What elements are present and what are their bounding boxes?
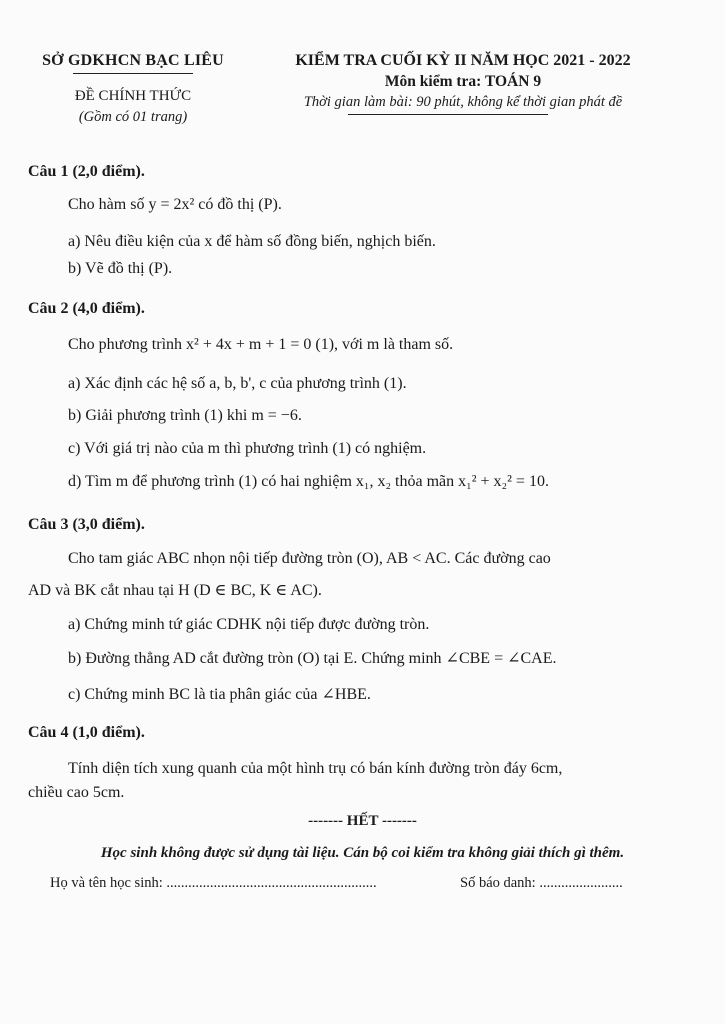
question-3-prompt-line-2: AD và BK cắt nhau tại H (D ∈ BC, K ∈ AC). xyxy=(28,582,322,599)
pages-note: (Gồm có 01 trang) xyxy=(78,109,188,125)
exam-duration: Thời gian làm bài: 90 phút, không kể thời gian phát đề xyxy=(303,94,623,110)
question-3-part-b: b) Đường thẳng AD cắt đường tròn (O) tại E. Chứng minh ∠CBE = ∠CAE. xyxy=(68,650,557,667)
question-2-part-a: a) Xác định các hệ số a, b, b', c của phương trình (1). xyxy=(68,375,407,392)
question-3-title: Câu 3 (3,0 điểm). xyxy=(28,516,145,533)
question-4-prompt-line-1: Tính diện tích xung quanh của một hình trụ có bán kính đường tròn đáy 6cm, xyxy=(68,760,563,777)
question-2-title: Câu 2 (4,0 điểm). xyxy=(28,300,145,317)
header-left xyxy=(28,52,238,126)
candidate-number-field: Số báo danh: ....................... xyxy=(460,875,623,891)
question-3-prompt-line-1: Cho tam giác ABC nhọn nội tiếp đường tròn (O), AB < AC. Các đường cao xyxy=(68,550,551,567)
official-label: ĐỀ CHÍNH THỨC xyxy=(74,88,192,104)
duration-underline xyxy=(348,114,548,115)
department-underline xyxy=(73,73,193,74)
exam-title: KIỂM TRA CUỐI KỲ II NĂM HỌC 2021 - 2022 xyxy=(295,52,631,69)
question-4-title: Câu 4 (1,0 điểm). xyxy=(28,724,145,741)
question-3-part-c: c) Chứng minh BC là tia phân giác của ∠HBE. xyxy=(68,686,371,703)
question-2-part-b: b) Giải phương trình (1) khi m = −6. xyxy=(68,407,302,424)
exam-header xyxy=(0,0,725,140)
header-right xyxy=(248,52,678,115)
question-1-prompt: Cho hàm số y = 2x² có đồ thị (P). xyxy=(68,196,282,213)
question-3-part-a: a) Chứng minh tứ giác CDHK nội tiếp được đường tròn. xyxy=(68,616,430,633)
question-4-prompt-line-2: chiều cao 5cm. xyxy=(28,784,125,801)
end-mark: ------- HẾT ------- xyxy=(308,813,417,829)
question-2-part-d: d) Tìm m để phương trình (1) có hai nghiệm x₁, x₂ thỏa mãn x₁² + x₂² = 10. xyxy=(68,473,549,490)
question-1-part-b: b) Vẽ đồ thị (P). xyxy=(68,260,173,277)
department-name: SỞ GDKHCN BẠC LIÊU xyxy=(42,52,224,69)
question-2-prompt: Cho phương trình x² + 4x + m + 1 = 0 (1), với m là tham số. xyxy=(68,336,454,353)
question-1-title: Câu 1 (2,0 điểm). xyxy=(28,163,145,180)
student-name-field: Họ và tên học sinh: .......................................................... xyxy=(50,875,377,891)
exam-subject: Môn kiểm tra: TOÁN 9 xyxy=(384,73,542,90)
question-1-part-a: a) Nêu điều kiện của x để hàm số đồng biến, nghịch biến. xyxy=(68,233,436,250)
question-2-part-c: c) Với giá trị nào của m thì phương trình (1) có nghiệm. xyxy=(68,440,427,457)
exam-note: Học sinh không được sử dụng tài liệu. Cán bộ coi kiểm tra không giải thích gì thêm. xyxy=(100,845,625,861)
